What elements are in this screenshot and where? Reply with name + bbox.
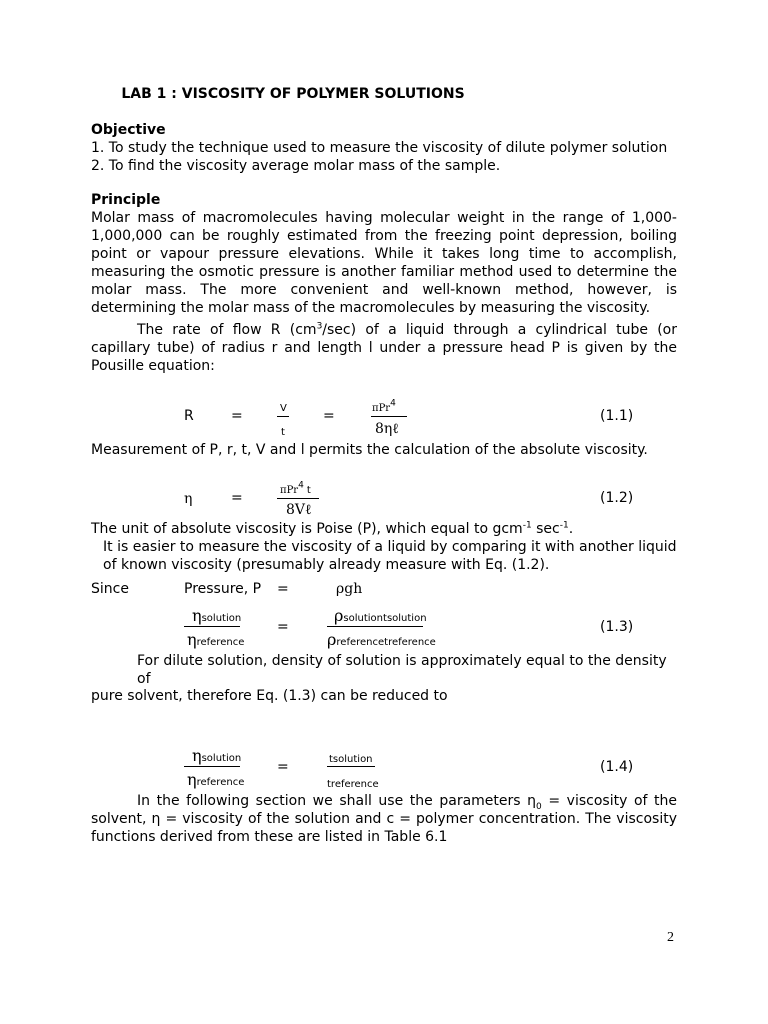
document-title: LAB 1 : VISCOSITY OF POLYMER SOLUTIONS <box>121 86 465 102</box>
eq3-fraction-bar-right <box>327 626 423 627</box>
eq2-equals: = <box>231 490 243 506</box>
eq4-fraction-bar-left <box>184 766 240 767</box>
eq2-lhs: η <box>184 491 193 507</box>
eq1-den-1: t <box>281 427 285 438</box>
since-equals: = <box>277 581 289 597</box>
eq4-equals: = <box>277 759 289 775</box>
eq4-number: (1.4) <box>600 759 634 775</box>
principle-paragraph-1: Molar mass of macromolecules having molecular weight in the range of 1,000-1,000,000 can be roughly estimated from the freezing point depression, boiling point or vapour pressure elevations. While it takes long time to accomplish, measuring the osmotic pressure is another familiar method used to determine the molar mass. The more convenient and well-known method, however, is determining the molar mass of the macromolecules by measuring the viscosity. <box>91 210 677 316</box>
unit-line: The unit of absolute viscosity is Poise (P), which equal to gcm$^{-1}$ $\sec^{-1}$. <box>91 520 574 537</box>
eq2-den: 8Vℓ <box>286 502 312 518</box>
eq1-den-2: 8ηℓ <box>375 421 400 437</box>
objective-heading: Objective <box>91 122 166 138</box>
eq1-lhs: R <box>184 408 194 424</box>
eq1-equals-1: = <box>231 408 243 424</box>
eq1-fraction-bar-2 <box>371 416 407 417</box>
eq4-den: ηreference <box>187 770 245 789</box>
eq1-number: (1.1) <box>600 408 634 424</box>
eq1-num-2: πPr$^4$ <box>372 398 396 414</box>
principle-paragraph-2: The rate of flow R $(cm^3/\sec)$ of a liquid through a cylindrical tube (or capillary tube) of radius r and length l under a pressure head P is given by the Pousille equation: <box>91 321 677 374</box>
since-rhs: ρgh <box>336 581 363 597</box>
objective-item-1: 1. To study the technique used to measure the viscosity of dilute polymer solution <box>91 140 668 156</box>
eq3-equals: = <box>277 619 289 635</box>
eq3-number: (1.3) <box>600 619 634 635</box>
eq3-rhs-num: ρsolutiontsolution <box>334 606 427 625</box>
page-number: 2 <box>667 930 674 945</box>
eq4-rhs-num: tsolution <box>329 754 373 765</box>
eq1-equals-2: = <box>323 408 335 424</box>
measurement-line: Measurement of P, r, t, V and l permits the calculation of the absolute viscosity. <box>91 442 648 458</box>
eq4-rhs-den: treference <box>327 779 379 790</box>
eq4-num: ηsolution <box>192 746 242 765</box>
pressure-label: Pressure, P <box>184 581 262 597</box>
eq3-rhs-den: ρreferencetreference <box>327 630 436 649</box>
eq3-den: ηreference <box>187 630 245 649</box>
eq2-num: πPr$^4$ t <box>280 480 311 496</box>
eq3-num: ηsolution <box>192 606 242 625</box>
since-word: Since <box>91 581 129 597</box>
final-paragraph: In the following section we shall use the parameters $\eta_0$ = viscosity of the solvent, η = viscosity of the solution and c = polymer concentration. The viscosity functions derived from these are listed in Table 6.1 <box>91 793 677 845</box>
dilute-line-1: For dilute solution, density of solution is approximately equal to the density of <box>137 653 667 687</box>
eq1-fraction-bar-1 <box>277 416 289 417</box>
eq2-fraction-bar <box>277 498 319 499</box>
principle-heading: Principle <box>91 192 161 208</box>
eq4-fraction-bar-right <box>327 766 375 767</box>
eq3-fraction-bar-left <box>184 626 240 627</box>
easier-paragraph: It is easier to measure the viscosity of a liquid by comparing it with another liquid of known viscosity (presumably already measure with Eq. (1.2). <box>103 539 677 573</box>
principle-section <box>91 191 677 375</box>
eq2-number: (1.2) <box>600 490 634 506</box>
dilute-line-2: pure solvent, therefore Eq. (1.3) can be reduced to <box>91 688 448 704</box>
eq1-num-1: V <box>280 403 287 414</box>
objective-item-2: 2. To find the viscosity average molar mass of the sample. <box>91 158 501 174</box>
objective-section <box>91 121 677 175</box>
